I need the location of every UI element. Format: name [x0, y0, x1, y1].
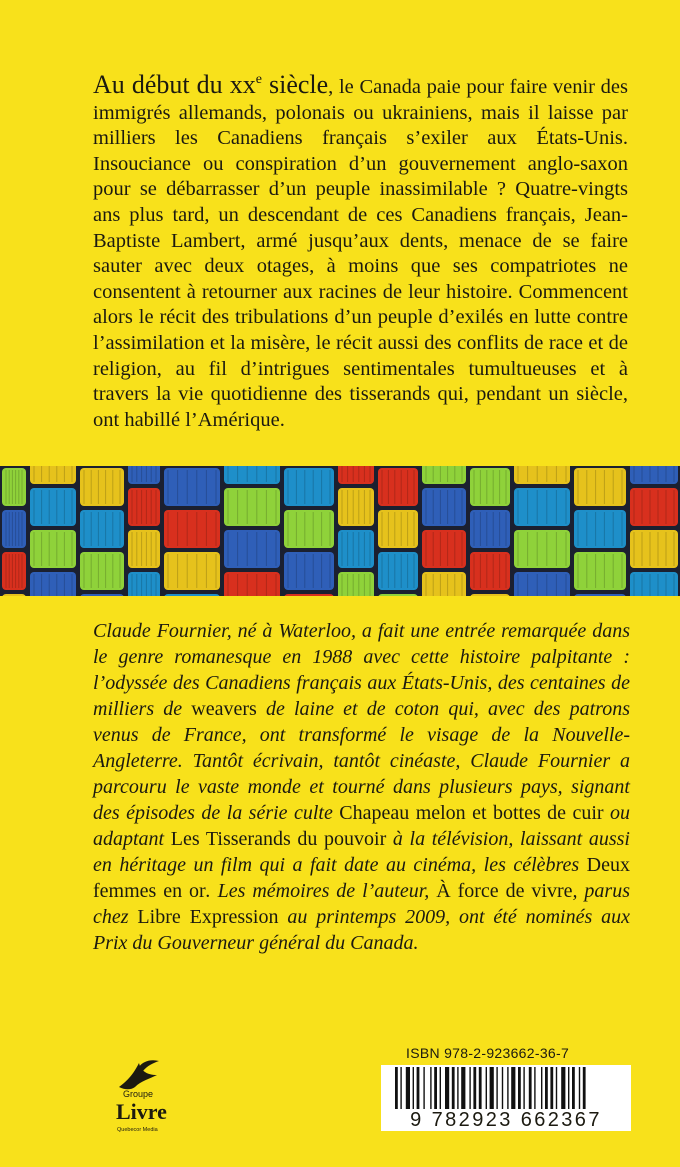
blurb-body: , le Canada paie pour faire venir des immigrés allemands, polonais ou ukrainiens, mais il laisse par milliers les Canadiens français s’exiler aux États-Unis. Insouciance ou conspiration d’un gouvernement anglo-saxon pour se débarrasser d’un peuple inassimilable ? Quatre-vingts ans plus tard, un descendant de ces Canadiens français, Jean-Baptiste Lambert, armé jusqu’aux dents, menace de se faire sauter avec deux otages, à moins que ses compatriotes ne consentent à retourner aux racines de leur histoire. Commencent alors le récit des tribulations d’un peuple d’exilés en lutte contre l’assimilation et la misère, le récit aussi des conflits de race et de religion, au fil d’intrigues sentimentales tumultueuses et à travers la vie quotidienne des tisserands qui, pendant un siècle, ont habillé l’Amérique.: [93, 76, 629, 431]
barcode-bars: [381, 1065, 631, 1131]
author-bio: Claude Fournier, né à Waterloo, a fait une entrée remarquée dans le genre romanesque en 1988 avec cette histoire palpitante : l’odyssée des Canadiens français aux États-Unis, des centaines de milliers de weavers de laine et de coton qui, avec des patrons venus de France, ont transformé le visage de la Nouvelle-Angleterre. Tantôt écrivain, tantôt cinéaste, Claude Fournier a parcouru le vaste monde et tourné dans plusieurs pays, signant des épisodes de la série culte Chapeau melon et bottes de cuir ou adaptant Les Tisserands du pouvoir à la télévision, laissant aussi en héritage un film qui a fait date au cinéma, les célèbres Deux femmes en or. Les mémoires de l’auteur, À force de vivre, parus chez Libre Expression au printemps 2009, ont été nominés aux Prix du Gouverneur général du Canada.: [93, 620, 631, 954]
thread-spools-image: [0, 466, 680, 596]
isbn-label: ISBN 978-2-923662-36-7: [406, 1045, 570, 1061]
blurb-lead: Au début du $xx^e$ siècle: [93, 70, 329, 99]
book-blurb: [93, 72, 628, 433]
groupe-livre-logo: Groupe Livre Quebecor Media: [113, 1057, 169, 1141]
isbn-barcode: [381, 1043, 631, 1131]
barcode-digits: 9 782923 662367: [381, 1109, 631, 1131]
